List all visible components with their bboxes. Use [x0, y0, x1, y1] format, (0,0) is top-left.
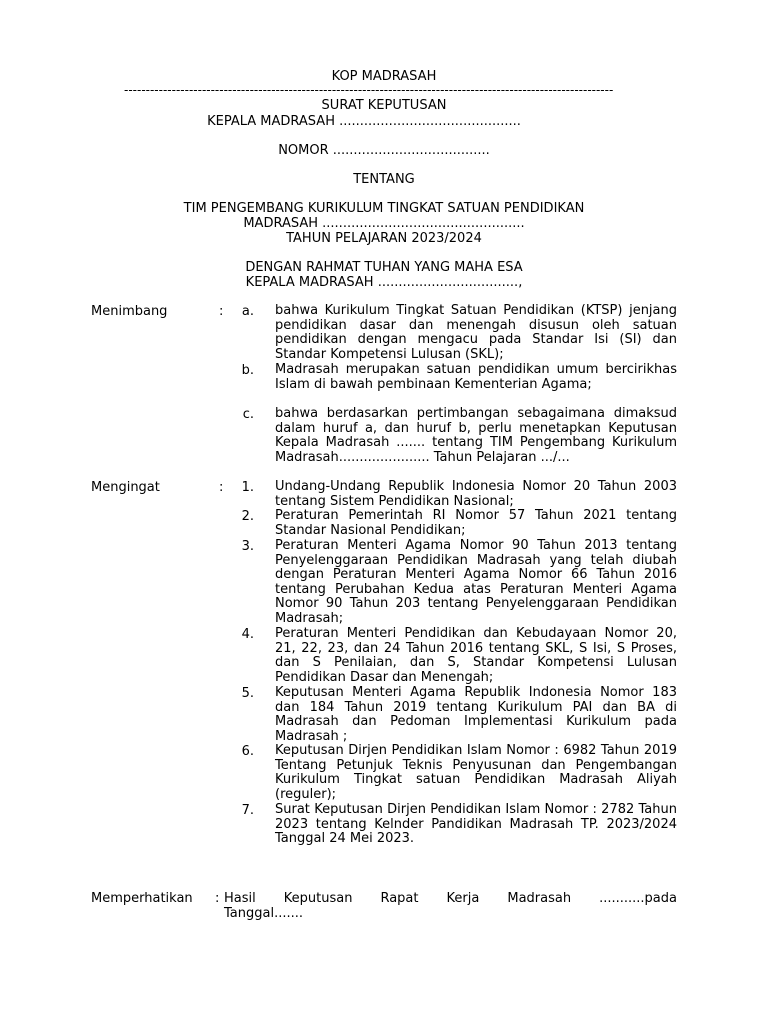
menimbang-colon: :	[219, 304, 224, 319]
rahmat-line: DENGAN RAHMAT TUHAN YANG MAHA ESA	[245, 260, 523, 275]
menimbang-item: bahwa Kurikulum Tingkat Satuan Pendidikan (KTSP) jenjang pendidikan dasar dan menengah disusun oleh satuan pendidikan dengan mengacu pada Standar Isi (SI) dan Standar Kompetensi Lulusan (SKL);	[275, 303, 677, 362]
mengingat-item: Keputusan Menteri Agama Republik Indonesia Nomor 183 dan 184 Tahun 2019 tentang Kurikulum PAI dan BA di Madrasah dan Pedoman Implementasi Kurikulum pada Madrasah ;	[275, 685, 677, 744]
kop-madrasah: KOP MADRASAH	[331, 69, 437, 84]
menimbang-item: Madrasah merupakan satuan pendidikan umum bercirikhas Islam di bawah pembinaan Kementerian Agama;	[275, 362, 677, 392]
mengingat-item: Peraturan Pemerintah RI Nomor 57 Tahun 2021 tentang Standar Nasional Pendidikan;	[275, 508, 677, 538]
mengingat-item: Peraturan Menteri Agama Nomor 90 Tahun 2013 tentang Penyelenggaraan Pendidikan Madrasah yang telah diubah dengan Peraturan Menteri Agama Nomor 66 Tahun 2016 tentang Perubahan Kedua atas Peraturan Menteri Agama Nomor 90 Tahun 203 tentang Penyelenggaraan Pendidikan Madrasah;	[275, 538, 677, 626]
memperhatikan-line1: Hasil Keputusan Rapat Kerja Madrasah ...........pada	[224, 891, 677, 906]
memperhatikan-colon: :	[215, 891, 220, 906]
tentang-heading: TENTANG	[353, 172, 415, 187]
menimbang-label: Menimbang	[91, 304, 168, 319]
nomor-line: NOMOR ......................................	[278, 143, 490, 158]
tim-title-line1: TIM PENGEMBANG KURIKULUM TINGKAT SATUAN PENDIDIKAN	[183, 201, 585, 216]
mengingat-label: Mengingat	[91, 480, 160, 495]
menimbang-marker: b.	[241, 363, 254, 378]
mengingat-marker: 3.	[241, 539, 254, 554]
memperhatikan-text	[224, 891, 677, 921]
mengingat-marker: 5.	[241, 686, 254, 701]
separator-line: -----------------------------------------------------------------------------------------------------------------	[124, 83, 614, 97]
kepala-madrasah-line: KEPALA MADRASAH ............................................	[207, 114, 521, 129]
memperhatikan-label: Memperhatikan	[91, 891, 193, 906]
tahun-pelajaran: TAHUN PELAJARAN 2023/2024	[286, 231, 482, 246]
mengingat-marker: 6.	[241, 744, 254, 759]
menimbang-marker: a.	[241, 304, 254, 319]
mengingat-item: Surat Keputusan Dirjen Pendidikan Islam Nomor : 2782 Tahun 2023 tentang Kelnder Pandidikan Madrasah TP. 2023/2024 Tanggal 24 Mei 2023.	[275, 802, 677, 847]
tim-title-line2: MADRASAH .................................................	[243, 216, 525, 231]
mengingat-marker: 2.	[241, 509, 254, 524]
mengingat-colon: :	[219, 480, 224, 495]
mengingat-marker: 1.	[241, 480, 254, 495]
mengingat-marker: 7.	[241, 803, 254, 818]
mengingat-marker: 4.	[241, 627, 254, 642]
memperhatikan-line2: Tanggal.......	[224, 906, 304, 921]
mengingat-item: Undang-Undang Republik Indonesia Nomor 20 Tahun 2003 tentang Sistem Pendidikan Nasional;	[275, 479, 677, 509]
kepala-madrasah-line2: KEPALA MADRASAH ..................................,	[245, 275, 523, 290]
mengingat-item: Peraturan Menteri Pendidikan dan Kebudayaan Nomor 20, 21, 22, 23, dan 24 Tahun 2016 tentang SKL, S Isi, S Proses, dan S Penilaian, dan S, Standar Kompetensi Lulusan Pendidikan Dasar dan Menengah;	[275, 626, 677, 685]
menimbang-marker: c.	[242, 407, 254, 422]
surat-keputusan-title: SURAT KEPUTUSAN	[321, 98, 447, 113]
mengingat-item: Keputusan Dirjen Pendidikan Islam Nomor : 6982 Tahun 2019 Tentang Petunjuk Teknis Penyusunan dan Pengembangan Kurikulum Tingkat satuan Pendidikan Madrasah Aliyah (reguler);	[275, 743, 677, 802]
menimbang-item: bahwa berdasarkan pertimbangan sebagaimana dimaksud dalam huruf a, dan huruf b, perlu menetapkan Keputusan Kepala Madrasah ....... tentang TIM Pengembang Kurikulum Madrasah...................... Tahun Pelajaran .../...	[275, 406, 677, 465]
